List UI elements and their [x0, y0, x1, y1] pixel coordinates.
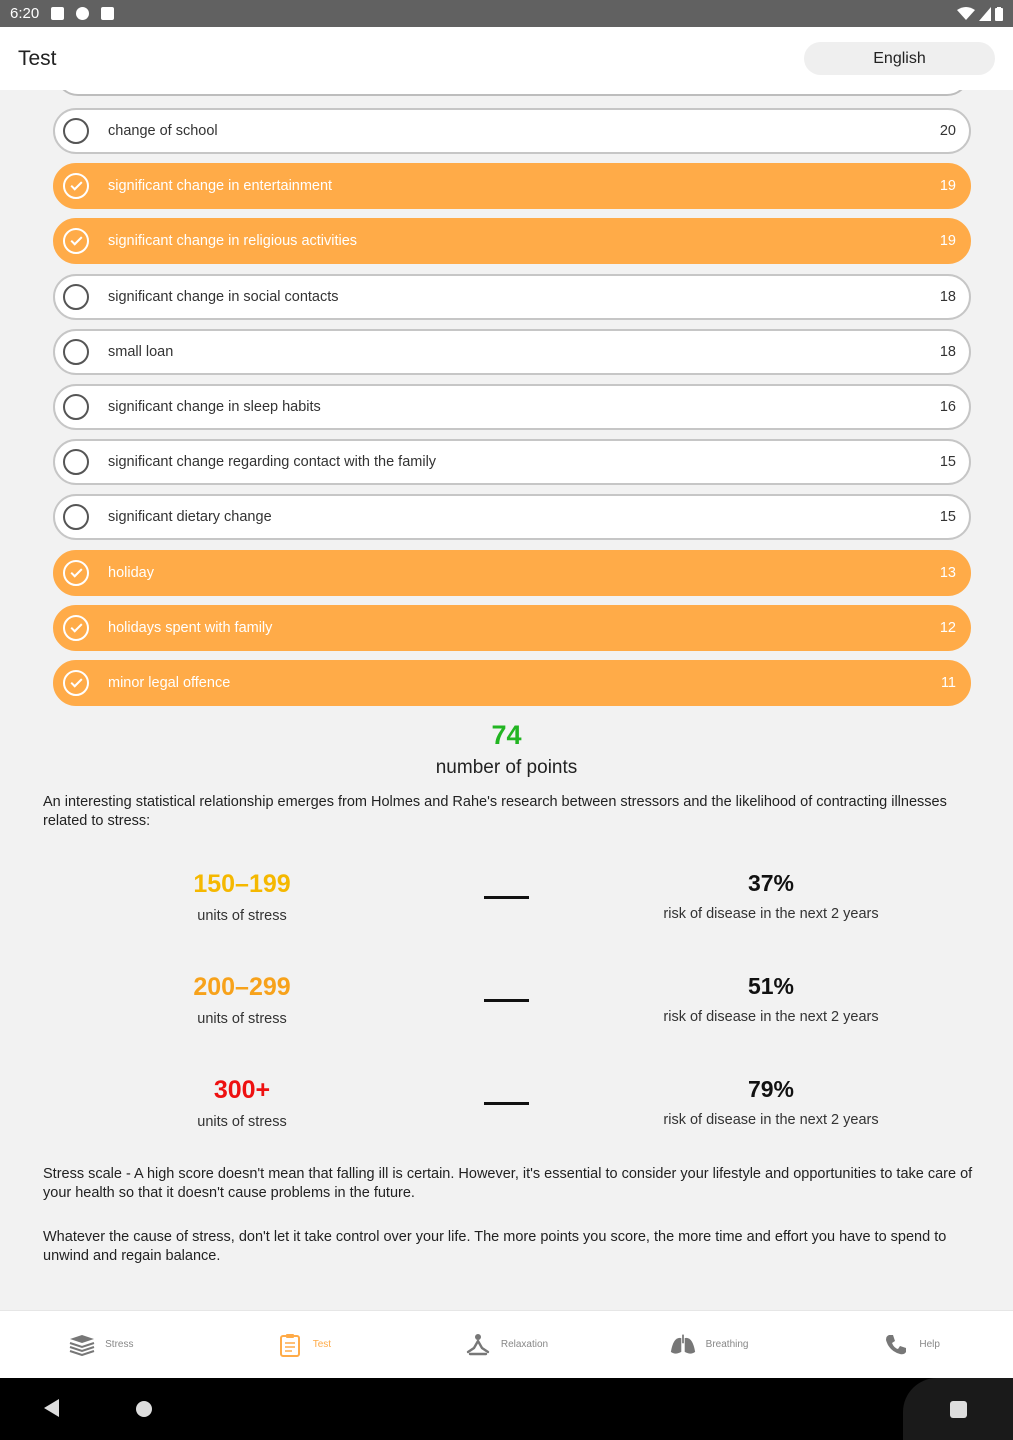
score-block	[0, 720, 1013, 779]
list-item[interactable]	[53, 108, 971, 154]
risk-label: risk of disease in the next 2 years	[663, 906, 879, 922]
list-item-label: minor legal offence	[108, 674, 231, 691]
list-item[interactable]	[53, 218, 971, 264]
list-item-points: 19	[939, 178, 956, 195]
risk-percent: 37%	[747, 870, 795, 896]
back-icon[interactable]	[44, 1399, 59, 1417]
lungs-icon	[670, 1332, 696, 1358]
risk-dash	[484, 999, 529, 1002]
nav-relaxation-label: Relaxation	[500, 1339, 549, 1350]
radio-circle-icon[interactable]	[63, 339, 89, 365]
checkmark-icon	[70, 675, 82, 687]
page-title: Test	[18, 46, 57, 70]
risk-row	[0, 1076, 1013, 1136]
list-item-label: significant dietary change	[108, 509, 272, 526]
signal-icon	[979, 7, 991, 21]
nav-breathing-label: Breathing	[705, 1339, 749, 1350]
list-item-label: significant change in social contacts	[108, 288, 339, 305]
list-item-points: 18	[939, 343, 956, 360]
clipboard-icon	[277, 1332, 303, 1358]
books-icon	[69, 1332, 95, 1358]
list-item-points: 15	[939, 454, 956, 471]
list-item-label: holiday	[108, 564, 154, 581]
risk-range: 300+	[213, 1076, 271, 1104]
list-item-label: significant change regarding contact with the family	[108, 454, 437, 471]
nav-help-label: Help	[919, 1339, 940, 1350]
risk-percent: 79%	[747, 1076, 795, 1102]
list-item[interactable]	[53, 163, 971, 209]
checkmark-icon	[70, 179, 82, 191]
meditation-icon	[465, 1332, 491, 1358]
list-item-points: 13	[939, 564, 956, 581]
risk-row	[0, 973, 1013, 1033]
list-item[interactable]	[53, 605, 971, 651]
list-item-points: 18	[939, 288, 956, 305]
list-item-label: change of school	[108, 123, 218, 139]
checkmark-icon	[70, 565, 82, 577]
list-item-partial[interactable]	[55, 90, 970, 96]
sd-card-icon	[101, 7, 114, 20]
list-item-label: small loan	[108, 343, 174, 360]
radio-circle-icon[interactable]	[63, 504, 89, 530]
intro-text: An interesting statistical relationship emerges from Holmes and Rahe's research between stressors and the likelihood of contracting illnesses related to stress:	[43, 794, 947, 829]
battery-icon	[995, 7, 1003, 21]
list-item-points: 11	[940, 674, 956, 691]
radio-circle-icon[interactable]	[63, 449, 89, 475]
list-item[interactable]	[53, 274, 971, 320]
radio-circle-icon[interactable]	[63, 284, 89, 310]
checkmark-icon	[70, 234, 82, 246]
list-item-label: holidays spent with family	[108, 619, 273, 636]
risk-units-label: units of stress	[197, 1011, 287, 1027]
radio-circle-icon[interactable]	[63, 394, 89, 420]
list-item[interactable]	[53, 439, 971, 485]
system-nav-bar	[0, 1378, 1013, 1440]
radio-circle-icon[interactable]	[63, 118, 89, 144]
list-item-label: significant change in religious activities	[108, 233, 358, 250]
nav-breathing[interactable]	[608, 1311, 811, 1378]
status-bar	[0, 0, 1013, 27]
nav-test-label: Test	[312, 1339, 332, 1350]
checked-circle-icon[interactable]	[63, 615, 89, 641]
score-label: number of points	[435, 757, 578, 778]
stress-scale-note: Stress scale - A high score doesn't mean that falling ill is certain. However, it's essential to consider your lifestyle and opportunities to take care of your health so that it doesn't cause problems in the future.	[43, 1166, 973, 1201]
list-item[interactable]	[53, 494, 971, 540]
recents-icon[interactable]	[950, 1401, 967, 1418]
risk-dash	[484, 896, 529, 899]
app-notification-icon	[76, 7, 89, 20]
list-item-points: 19	[939, 233, 956, 250]
language-button[interactable]: English	[804, 42, 995, 75]
list-item[interactable]	[53, 660, 971, 706]
nav-test[interactable]	[203, 1311, 406, 1378]
list-item-label: significant change in sleep habits	[108, 398, 321, 415]
list-item-points: 15	[939, 509, 956, 526]
list-item-label: significant change in entertainment	[108, 178, 333, 195]
home-icon[interactable]	[136, 1401, 152, 1417]
list-item-points: 20	[939, 123, 956, 139]
risk-label: risk of disease in the next 2 years	[663, 1112, 879, 1128]
list-item-points: 12	[939, 619, 956, 636]
nav-stress[interactable]	[0, 1311, 203, 1378]
risk-units-label: units of stress	[197, 1114, 287, 1130]
risk-range: 200–299	[193, 973, 291, 1001]
list-item[interactable]	[53, 550, 971, 596]
risk-label: risk of disease in the next 2 years	[663, 1009, 879, 1025]
nav-help[interactable]	[810, 1311, 1013, 1378]
list-item-points: 16	[939, 398, 956, 415]
checked-circle-icon[interactable]	[63, 670, 89, 696]
app-bar	[0, 27, 1013, 90]
bottom-nav	[0, 1310, 1013, 1378]
list-item[interactable]	[53, 329, 971, 375]
test-content[interactable]	[0, 90, 1013, 1310]
risk-units-label: units of stress	[197, 908, 287, 924]
notification-icon	[51, 7, 64, 20]
checked-circle-icon[interactable]	[63, 560, 89, 586]
risk-percent: 51%	[747, 973, 795, 999]
nav-stress-label: Stress	[105, 1339, 134, 1350]
wifi-icon	[957, 7, 975, 21]
risk-range: 150–199	[193, 870, 291, 898]
stressor-list	[53, 108, 971, 715]
advice-note: Whatever the cause of stress, don't let it take control over your life. The more points you score, the more time and effort you have to spend to unwind and regain balance.	[43, 1229, 947, 1264]
phone-icon	[883, 1332, 909, 1358]
checkmark-icon	[70, 620, 82, 632]
risk-dash	[484, 1102, 529, 1105]
checked-circle-icon[interactable]	[63, 173, 89, 199]
status-time: 6:20	[10, 5, 40, 22]
checked-circle-icon[interactable]	[63, 228, 89, 254]
nav-relaxation[interactable]	[405, 1311, 608, 1378]
score-value: 74	[491, 720, 522, 750]
risk-row	[0, 870, 1013, 930]
list-item[interactable]	[53, 384, 971, 430]
